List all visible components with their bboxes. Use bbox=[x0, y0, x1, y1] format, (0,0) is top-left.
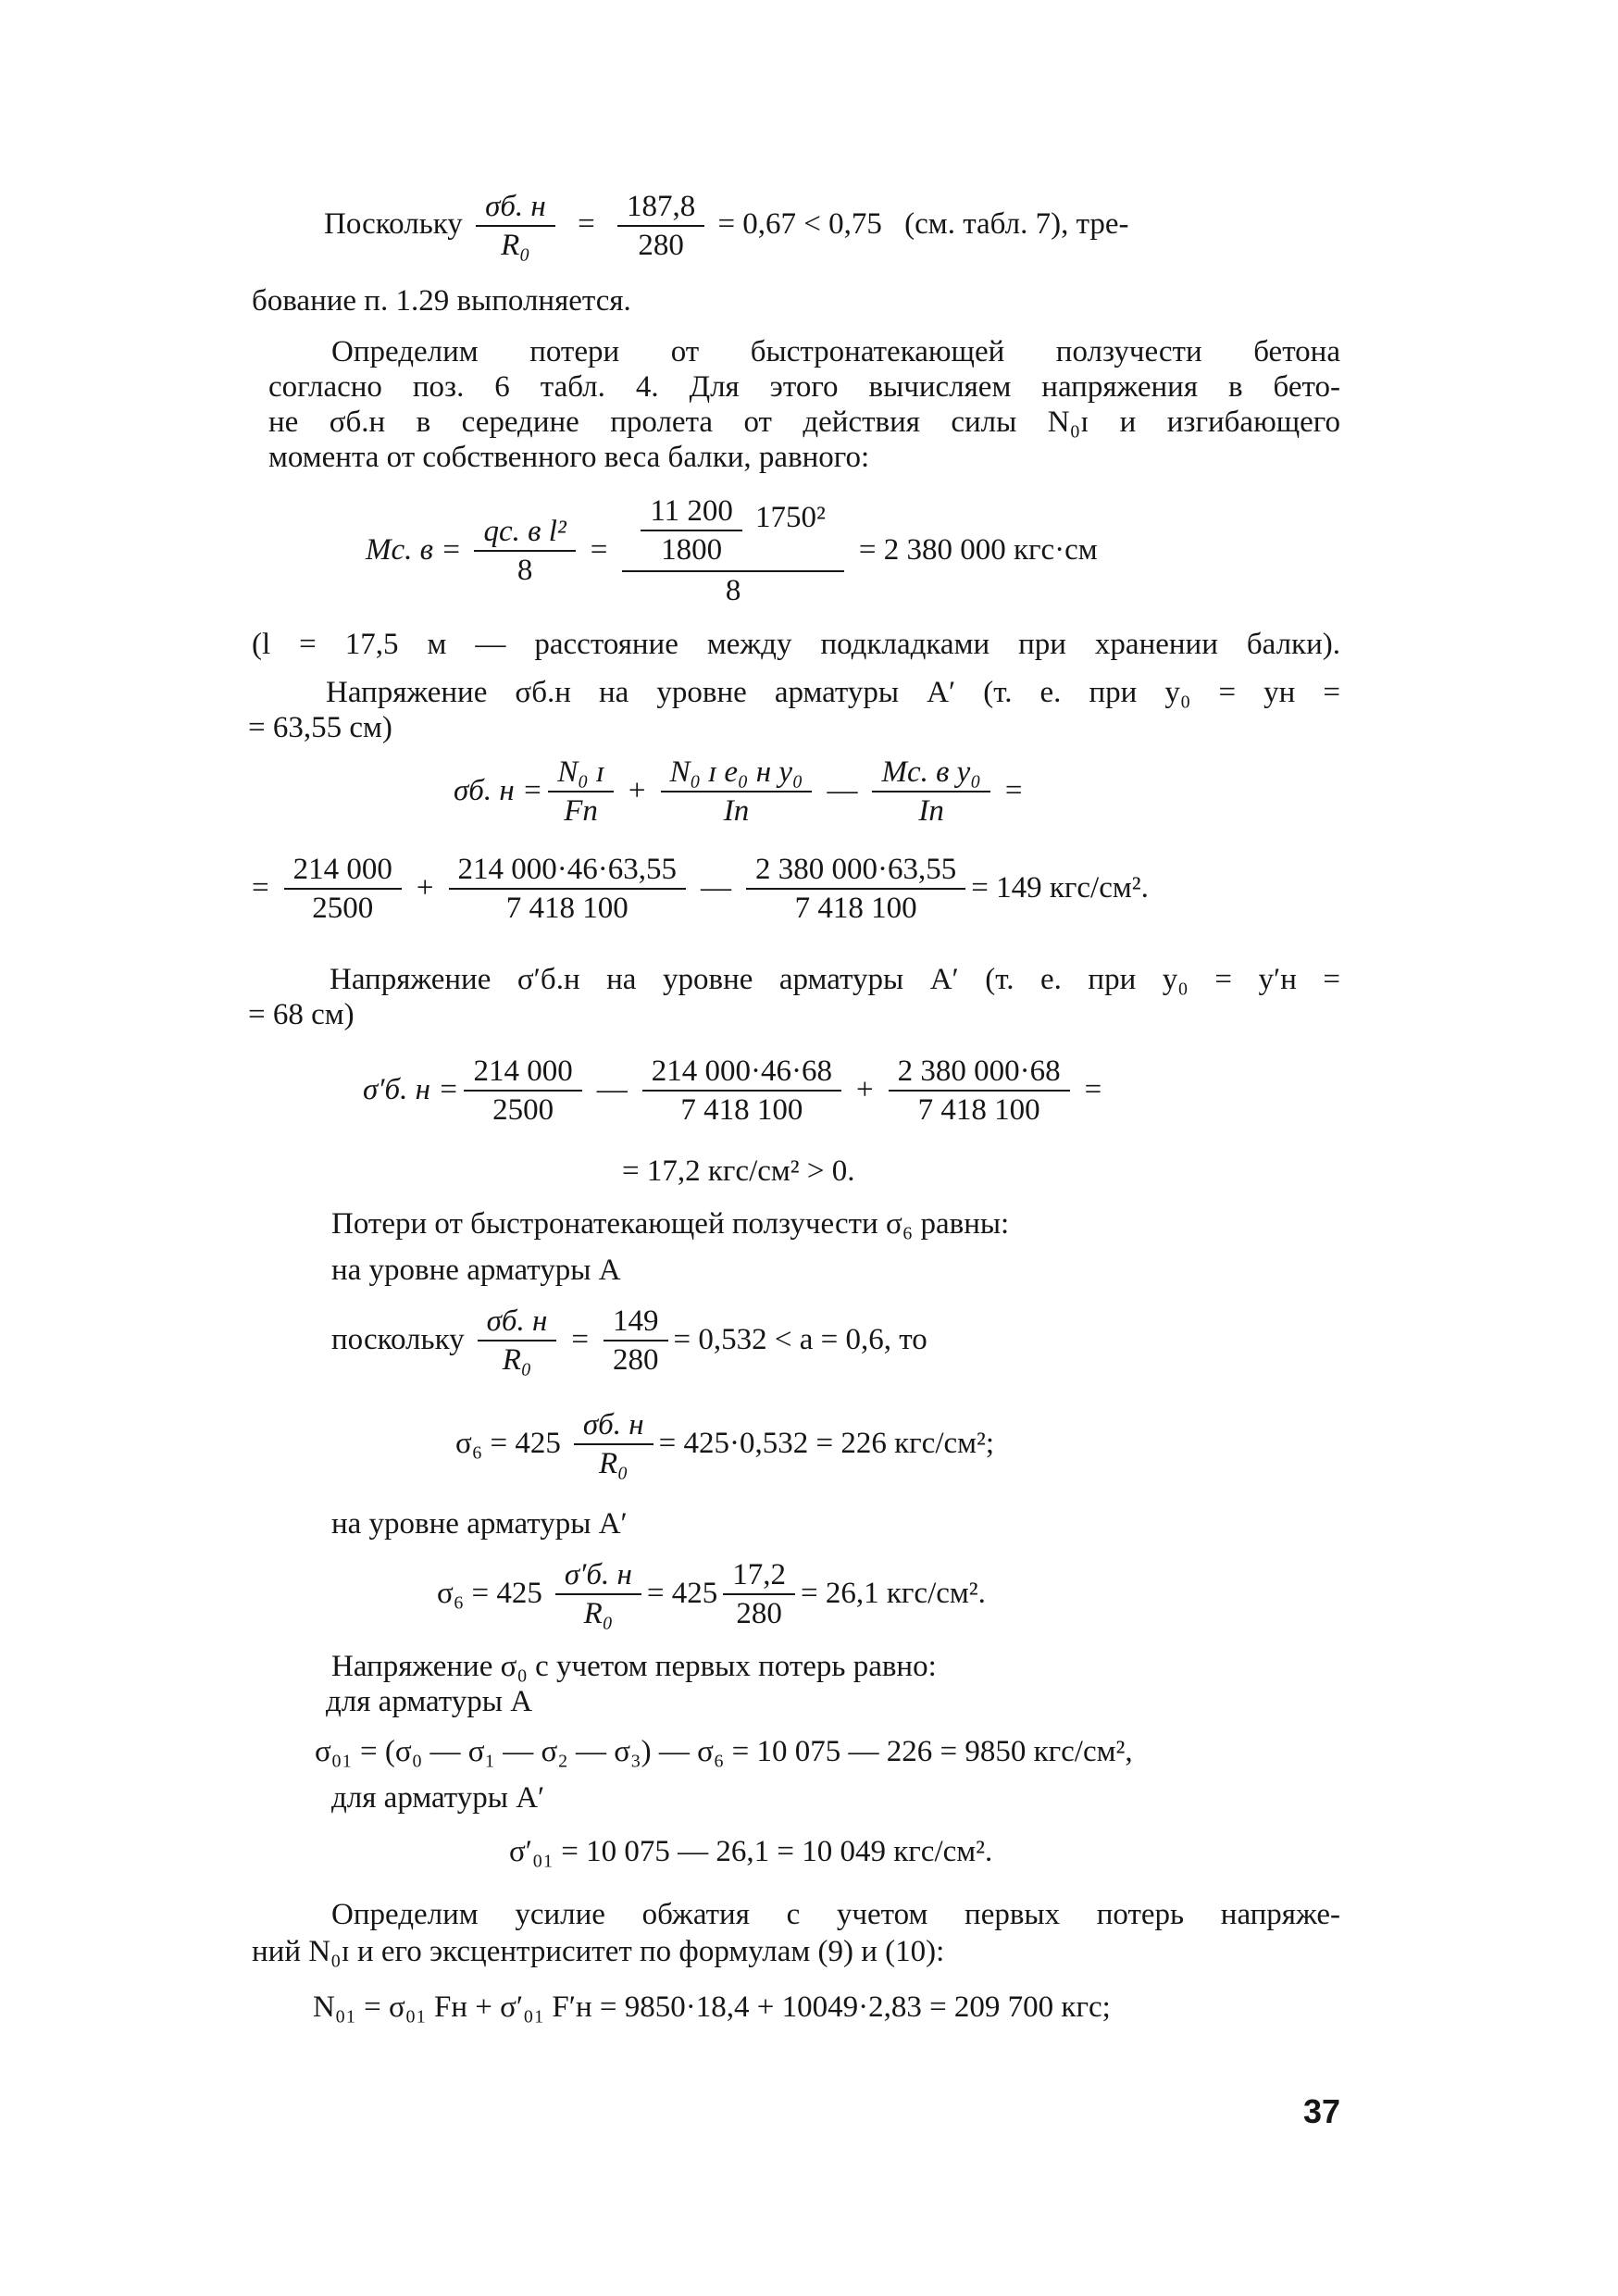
fraction-n0e0y0-ip: $\frac{\text{N₀ ɪ e₀ н y₀}}{Iп}$ bbox=[661, 755, 813, 829]
p1-line2: бование п. 1.29 выполняется. bbox=[252, 284, 631, 318]
formula-poskolku: поскольку $\frac{\sigma б. н}{\text{R₀}}$ = $\frac{149}{280}$ = 0,532 < a = 0,6, то bbox=[331, 1304, 927, 1377]
fraction-2380000-6355: $\frac{2 380 000\cdot 63,55}{7 418 100}$ bbox=[746, 853, 965, 926]
formula-sigma01: σ₀₁ = (σ₀ — σ₁ — σ₂ — σ₃) — σ₆ = 10 075 — 226 = 9850 кгс/см², bbox=[315, 1735, 1133, 1768]
formula-sigma01-prime: σ′₀₁ = 10 075 — 26,1 = 10 049 кгс/см². bbox=[509, 1835, 993, 1868]
p2-line2: согласно поз. 6 табл. 4. Для этого вычисляем напряжения в бето- bbox=[268, 370, 1340, 404]
p8-text: для арматуры A′ bbox=[331, 1781, 545, 1815]
fraction-214000-2500-b: $\frac{214 000}{2500}$ bbox=[464, 1054, 581, 1128]
fraction-big: $\frac{11 200}{1800}$ 1750² 8 bbox=[622, 494, 843, 608]
p1-line1: Поскольку $\frac{\sigma б. н}{\text{R₀}}$ = $\frac{187,8}{280}$ = 0,67 < 0,75 (см. табл. 7), тре- bbox=[324, 190, 1129, 263]
fraction-11200-1800: $\frac{11 200}{1800}$ bbox=[641, 494, 742, 568]
page-number: 37 bbox=[1303, 2092, 1341, 2130]
p5-sub: на уровне арматуры A bbox=[331, 1254, 621, 1287]
p5-text: Потери от быстронатекающей ползучести σ₆ равны: bbox=[331, 1207, 1010, 1241]
fraction-172-280: $\frac{17,2}{280}$ bbox=[723, 1558, 795, 1631]
p2-line4: момента от собственного веса балки, равного: bbox=[268, 441, 870, 474]
fraction-sigma-r0-c: $\frac{\sigma б. н}{\text{R₀}}$ bbox=[574, 1408, 653, 1481]
fraction-214000-2500: $\frac{214 000}{2500}$ bbox=[284, 853, 402, 926]
p2-line3: не σб.н в середине пролета от действия силы N₀ɪ и изгибающего bbox=[268, 406, 1340, 439]
formula-n01: N₀₁ = σ₀₁ Fн + σ′₀₁ F′н = 9850·18,4 + 10049·2,83 = 209 700 кгс; bbox=[313, 1990, 1111, 2024]
formula-moment: Mс. в = $\frac{\text{qс. в l²}}{8}$ = $\frac{11 200}{1800}$ 1750² 8 = 2 380 000 кгс·см bbox=[366, 493, 1098, 608]
fraction-sigma-prime-r0: $\frac{\sigma'б. н}{\text{R₀}}$ bbox=[555, 1558, 641, 1631]
p9-line2: ний N₀ɪ и его эксцентриситет по формулам (9) и (10): bbox=[252, 1935, 945, 1968]
fraction-sigma-r0: $\frac{\sigma б. н}{\text{R₀}}$ bbox=[476, 190, 555, 263]
p6-text: на уровне арматуры A′ bbox=[331, 1507, 628, 1541]
formula-sigma-prime: σ′б. н = $\frac{214 000}{2500}$ — $\frac{214 000\cdot 46\cdot 68}{7 418 100}$ + $\frac{2 380 000\cdot 68}{7 418 100}$ = bbox=[363, 1054, 1102, 1127]
formula-sigma6-b: σ₆ = 425 $\frac{\sigma'б. н}{\text{R₀}}$ = 425 $\frac{17,2}{280}$ = 26,1 кгс/см². bbox=[437, 1557, 986, 1630]
fraction-q-l2: $\frac{\text{qс. в l²}}{8}$ bbox=[474, 515, 575, 588]
fraction-214000-46-6355: $\frac{214 000\cdot 46\cdot 63,55}{7 418 100}$ bbox=[449, 853, 686, 926]
result-067: = 0,67 < 0,75 bbox=[717, 206, 882, 241]
fraction-187-280: $\frac{187,8}{280}$ bbox=[617, 190, 704, 263]
fraction-214000-46-68: $\frac{214 000\cdot 46\cdot 68}{7 418 100}$ bbox=[642, 1054, 841, 1128]
p3-line2: = 63,55 см) bbox=[248, 711, 392, 744]
formula-sigma-values: = $\frac{214 000}{2500}$ + $\frac{214 000\cdot 46\cdot 63,55}{7 418 100}$ — $\frac{2 380 000\cdot 63,55}{7 418 100}$ = 149 кгс/см². bbox=[252, 852, 1149, 925]
p9-line1: Определим усилие обжатия с учетом первых потерь напряже- bbox=[331, 1898, 1340, 1931]
fraction-n0-fp: $\frac{\text{N₀ ɪ}}{Fп}$ bbox=[548, 755, 614, 829]
p4-line2: = 68 см) bbox=[248, 998, 355, 1031]
fraction-sigma-r0-b: $\frac{\sigma б. н}{\text{R₀}}$ bbox=[478, 1304, 557, 1378]
fraction-149-280: $\frac{149}{280}$ bbox=[604, 1304, 668, 1378]
formula-sigma6-a: σ₆ = 425 $\frac{\sigma б. н}{\text{R₀}}$ = 425·0,532 = 226 кгс/см²; bbox=[455, 1407, 995, 1480]
note-distance: (l = 17,5 м — расстояние между подкладками при хранении балки). bbox=[252, 628, 1340, 661]
p7-text: Напряжение σ₀ с учетом первых потерь равно: bbox=[331, 1650, 937, 1683]
p7-sub: для арматуры A bbox=[326, 1685, 533, 1718]
formula-sigma-symbolic: σб. н = $\frac{\text{N₀ ɪ}}{Fп}$ + $\frac{\text{N₀ ɪ e₀ н y₀}}{Iп}$ — $\frac{\text{Mс. в y₀}}{Iп}$ = bbox=[454, 755, 1023, 828]
fraction-2380000-68: $\frac{2 380 000\cdot 68}{7 418 100}$ bbox=[889, 1054, 1070, 1128]
p2-line1: Определим потери от быстронатекающей ползучести бетона bbox=[331, 335, 1340, 368]
fraction-m-y0-ip: $\frac{\text{Mс. в y₀}}{Iп}$ bbox=[872, 755, 989, 829]
formula-sigma-prime-result: = 17,2 кгс/см² > 0. bbox=[622, 1154, 855, 1188]
p3-line1: Напряжение σб.н на уровне арматуры A′ (т. е. при y₀ = yн = bbox=[326, 676, 1340, 709]
text-see-table: (см. табл. 7), тре- bbox=[904, 206, 1129, 241]
text-poskolku: Поскольку bbox=[324, 206, 463, 241]
p4-line1: Напряжение σ′б.н на уровне арматуры A′ (т. е. при y₀ = y′н = bbox=[330, 963, 1340, 996]
